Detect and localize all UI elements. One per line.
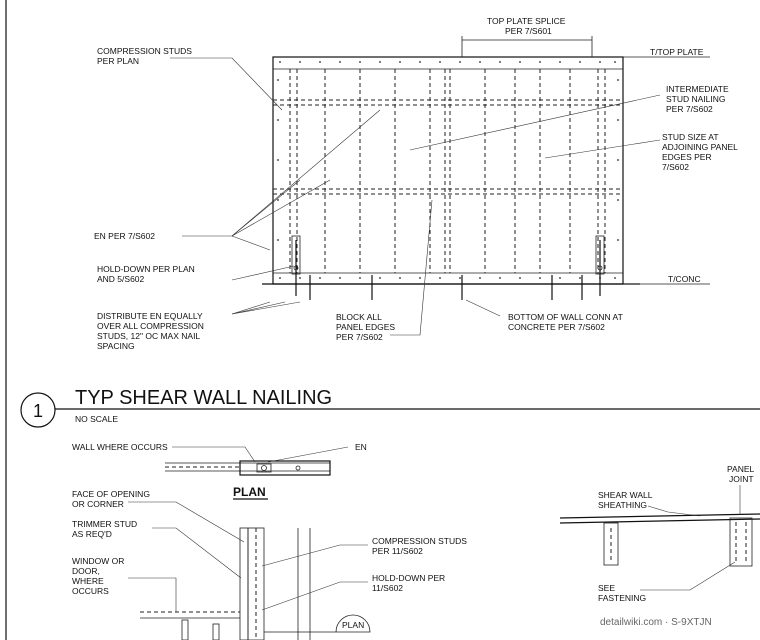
note-block-1: BLOCK ALL (336, 312, 382, 322)
note-panel-1: PANEL (727, 464, 755, 474)
detail-number: 1 (32, 401, 44, 421)
note-window-2: DOOR, (72, 566, 100, 576)
note-bottom-1: BOTTOM OF WALL CONN AT (508, 312, 623, 322)
plan-tag-label: PLAN (342, 620, 365, 630)
detail-title: TYP SHEAR WALL NAILING (75, 387, 333, 409)
anchor-bolts (310, 275, 582, 300)
note-panel-2: JOINT (729, 474, 754, 484)
note-window-3: WHERE (72, 576, 104, 586)
hold-down-right (596, 236, 604, 296)
note-top-plate-splice-2: PER 7/S601 (505, 26, 552, 36)
note-window-4: OCCURS (72, 586, 109, 596)
note-see-1: SEE (598, 583, 616, 593)
note-intermediate-2: STUD NAILING (666, 94, 726, 104)
note-trimmer-2: AS REQ'D (72, 529, 112, 539)
note-compression-studs-1: COMPRESSION STUDS (97, 46, 192, 56)
detail-scale: NO SCALE (75, 414, 118, 424)
shear-wall-elevation (262, 36, 710, 300)
note-t-conc: T/CONC (668, 274, 701, 284)
note-face-2: OR CORNER (72, 499, 124, 509)
note-intermediate-1: INTERMEDIATE (666, 84, 729, 94)
edge-nailing (277, 61, 619, 279)
note-see-2: FASTENING (598, 593, 647, 603)
note-top-plate-splice-1: TOP PLATE SPLICE (487, 16, 566, 26)
trimmer-stud (240, 528, 248, 640)
detail-1-notes (94, 16, 738, 351)
note-shear-2: SHEATHING (598, 500, 647, 510)
note-intermediate-3: PER 7/S602 (666, 104, 713, 114)
note-holddown-2: AND 5/S602 (97, 274, 145, 284)
note-distribute-1: DISTRIBUTE EN EQUALLY (97, 311, 203, 321)
note-hd-1: HOLD-DOWN PER (372, 573, 446, 583)
note-t-top-plate: T/TOP PLATE (650, 47, 704, 57)
note-shear-1: SHEAR WALL (598, 490, 653, 500)
note-stud-size-3: EDGES PER (662, 152, 712, 162)
note-comp-1: COMPRESSION STUDS (372, 536, 467, 546)
note-distribute-4: SPACING (97, 341, 135, 351)
note-stud-size-4: 7/S602 (662, 162, 689, 172)
detail-3 (560, 464, 760, 603)
note-trimmer-1: TRIMMER STUD (72, 519, 138, 529)
note-stud-size-2: ADJOINING PANEL (662, 142, 738, 152)
note-bottom-2: CONCRETE PER 7/S602 (508, 322, 605, 332)
note-window-1: WINDOW OR (72, 556, 125, 566)
note-en: EN PER 7/S602 (94, 231, 155, 241)
detail-2 (72, 442, 467, 640)
plan-label: PLAN (233, 485, 266, 499)
note-stud-size-1: STUD SIZE AT (662, 132, 719, 142)
note-compression-studs-2: PER PLAN (97, 56, 140, 66)
note-face-1: FACE OF OPENING (72, 489, 150, 499)
note-hd-2: 11/S602 (372, 583, 404, 593)
note-block-3: PER 7/S602 (336, 332, 383, 342)
detail-1-title (21, 387, 760, 427)
note-block-2: PANEL EDGES (336, 322, 396, 332)
note-holddown-1: HOLD-DOWN PER PLAN (97, 264, 195, 274)
note-distribute-3: STUDS, 12" OC MAX NAIL (97, 331, 201, 341)
note-wall-where-occurs: WALL WHERE OCCURS (72, 442, 168, 452)
joint-block (730, 518, 752, 566)
note-distribute-2: OVER ALL COMPRESSION (97, 321, 204, 331)
note-comp-2: PER 11/S602 (372, 546, 423, 556)
note-en-2: EN (355, 442, 367, 452)
watermark: detailwiki.com · S-9XTJN (600, 617, 712, 628)
